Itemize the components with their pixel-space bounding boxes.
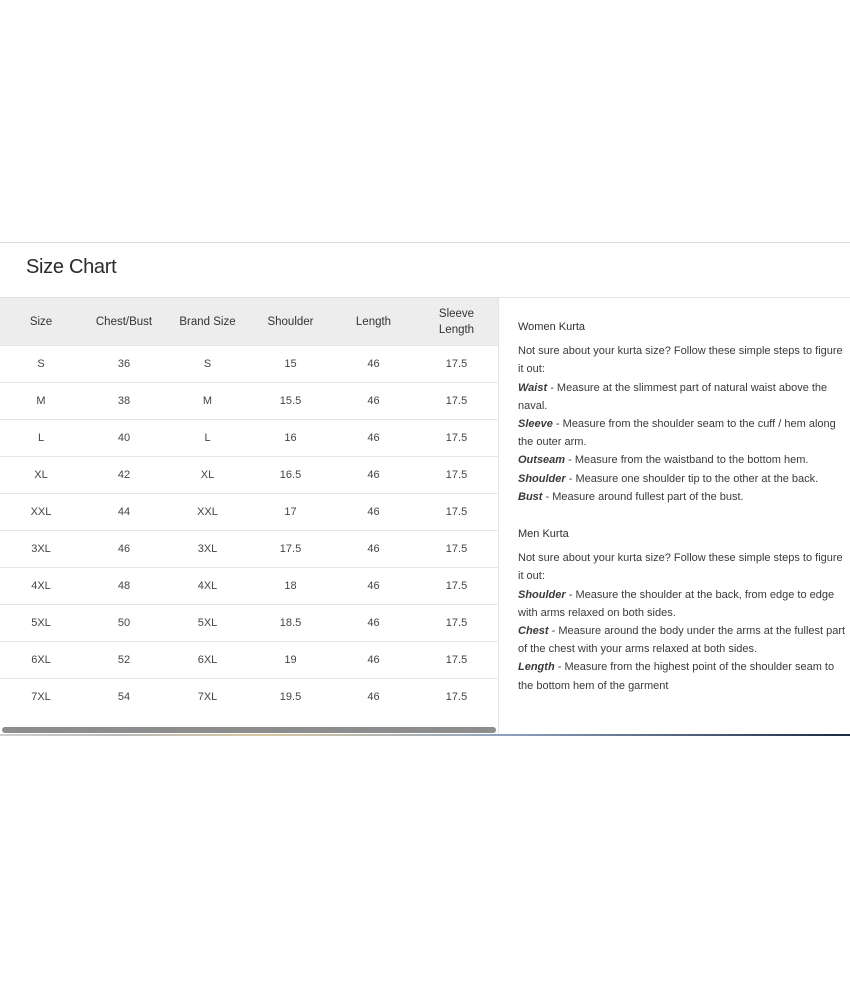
measurement-guide [518, 318, 850, 695]
cell-length: 46 [332, 531, 415, 568]
women-guide-item [518, 451, 850, 469]
cell-chest-bust: 44 [82, 494, 166, 531]
measure-term: Sleeve [518, 418, 553, 431]
cell-sleeve-length: 17.5 [415, 568, 498, 605]
cell-sleeve-length: 17.5 [415, 346, 498, 383]
cell-length: 46 [332, 568, 415, 605]
measure-desc: - Measure from the highest point of the shoulder seam to the bottom hem of the garment [518, 661, 835, 692]
cell-brand-size: XXL [166, 494, 249, 531]
men-guide-title: Men Kurta [518, 528, 569, 541]
cell-size: 6XL [0, 642, 82, 679]
women-guide-title: Women Kurta [518, 321, 586, 333]
measure-term: Outseam [518, 454, 566, 467]
table-row [0, 383, 498, 420]
cell-sleeve-length: 17.5 [415, 383, 498, 420]
measure-desc: - Measure around the body under the arms at the fullest part of the chest with your arms relaxed at both sides. [518, 625, 846, 656]
top-divider [0, 242, 850, 243]
cell-brand-size: 4XL [166, 568, 249, 605]
cell-brand-size: M [166, 383, 249, 420]
cell-size: 4XL [0, 568, 82, 605]
table-body [0, 346, 498, 716]
scrollbar-thumb[interactable] [2, 727, 496, 733]
cell-brand-size: 6XL [166, 642, 249, 679]
women-guide-item [518, 415, 850, 451]
col-header-size: Size [0, 298, 82, 346]
table-row [0, 642, 498, 679]
men-guide-item [518, 586, 850, 622]
table-row [0, 605, 498, 642]
cell-chest-bust: 54 [82, 679, 166, 716]
cell-chest-bust: 46 [82, 531, 166, 568]
measure-desc: - Measure from the shoulder seam to the cuff / hem along the outer arm. [518, 418, 836, 449]
cell-length: 46 [332, 457, 415, 494]
cell-length: 46 [332, 679, 415, 716]
men-guide-intro: Not sure about your kurta size? Follow these simple steps to figure it out: [518, 552, 843, 583]
women-guide-item [518, 379, 850, 415]
cell-shoulder: 17 [249, 494, 332, 531]
col-header-brand-size: Brand Size [166, 298, 249, 346]
cell-length: 46 [332, 383, 415, 420]
women-guide-item [518, 470, 850, 488]
cell-shoulder: 19 [249, 642, 332, 679]
cell-shoulder: 18 [249, 568, 332, 605]
cell-sleeve-length: 17.5 [415, 679, 498, 716]
cell-chest-bust: 52 [82, 642, 166, 679]
cell-length: 46 [332, 346, 415, 383]
measure-desc: - Measure from the waistband to the bottom hem. [565, 454, 809, 467]
table-row [0, 494, 498, 531]
measure-desc: - Measure around fullest part of the bust. [542, 490, 744, 503]
cell-size: S [0, 346, 82, 383]
table-row [0, 457, 498, 494]
cell-brand-size: XL [166, 457, 249, 494]
size-table-container [0, 298, 498, 735]
measure-desc: - Measure one shoulder tip to the other at the back. [565, 472, 819, 485]
cell-sleeve-length: 17.5 [415, 420, 498, 457]
measure-term: Bust [518, 490, 543, 503]
cell-size: 3XL [0, 531, 82, 568]
cell-shoulder: 18.5 [249, 605, 332, 642]
cell-shoulder: 15.5 [249, 383, 332, 420]
measure-term: Length [518, 661, 555, 674]
col-header-sleeve-length: Sleeve Length [415, 298, 498, 346]
cell-chest-bust: 48 [82, 568, 166, 605]
cell-sleeve-length: 17.5 [415, 605, 498, 642]
cell-brand-size: 7XL [166, 679, 249, 716]
cell-chest-bust: 42 [82, 457, 166, 494]
cell-brand-size: 3XL [166, 531, 249, 568]
cell-chest-bust: 38 [82, 383, 166, 420]
table-row [0, 679, 498, 716]
cell-sleeve-length: 17.5 [415, 494, 498, 531]
cell-brand-size: S [166, 346, 249, 383]
col-header-chest-bust: Chest/Bust [82, 298, 166, 346]
cell-size: XL [0, 457, 82, 494]
measure-desc: - Measure the shoulder at the back, from edge to edge with arms relaxed on both sides. [518, 588, 835, 619]
panel-divider [498, 298, 499, 735]
cell-chest-bust: 36 [82, 346, 166, 383]
section-spacer [518, 506, 850, 525]
table-row [0, 568, 498, 605]
men-guide-item [518, 658, 850, 694]
table-header-row [0, 298, 498, 346]
cell-brand-size: 5XL [166, 605, 249, 642]
col-header-shoulder: Shoulder [249, 298, 332, 346]
cell-shoulder: 17.5 [249, 531, 332, 568]
cell-length: 46 [332, 605, 415, 642]
measure-desc: - Measure at the slimmest part of natural waist above the naval. [518, 381, 828, 412]
cell-chest-bust: 50 [82, 605, 166, 642]
cell-length: 46 [332, 420, 415, 457]
size-table [0, 298, 498, 715]
page-title: Size Chart [26, 256, 117, 278]
cell-size: L [0, 420, 82, 457]
cell-shoulder: 16.5 [249, 457, 332, 494]
measure-term: Chest [518, 625, 549, 638]
men-guide-item [518, 622, 850, 658]
cell-size: M [0, 383, 82, 420]
bottom-divider [0, 734, 850, 736]
cell-chest-bust: 40 [82, 420, 166, 457]
cell-length: 46 [332, 642, 415, 679]
cell-size: 7XL [0, 679, 82, 716]
women-guide-intro: Not sure about your kurta size? Follow these simple steps to figure it out: [518, 345, 843, 376]
size-chart-panel [0, 297, 850, 736]
cell-brand-size: L [166, 420, 249, 457]
cell-sleeve-length: 17.5 [415, 457, 498, 494]
cell-size: XXL [0, 494, 82, 531]
cell-shoulder: 19.5 [249, 679, 332, 716]
measure-term: Waist [518, 381, 548, 394]
col-header-length: Length [332, 298, 415, 346]
table-row [0, 420, 498, 457]
cell-sleeve-length: 17.5 [415, 642, 498, 679]
women-guide-item [518, 488, 850, 506]
measure-term: Shoulder [518, 588, 566, 601]
measure-term: Shoulder [518, 472, 566, 485]
table-row [0, 531, 498, 568]
cell-size: 5XL [0, 605, 82, 642]
cell-length: 46 [332, 494, 415, 531]
cell-shoulder: 16 [249, 420, 332, 457]
table-row [0, 346, 498, 383]
cell-shoulder: 15 [249, 346, 332, 383]
cell-sleeve-length: 17.5 [415, 531, 498, 568]
